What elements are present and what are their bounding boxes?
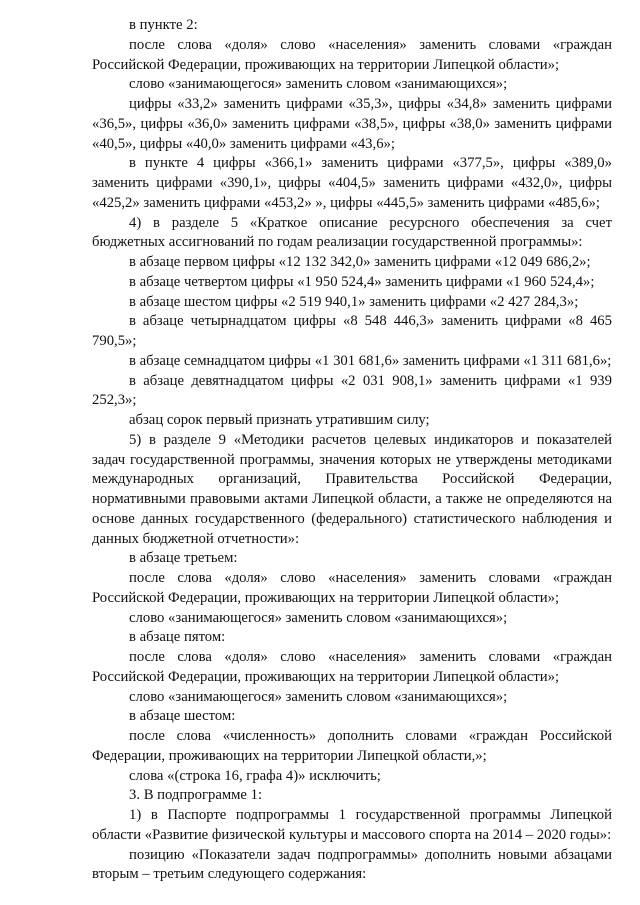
paragraph: в абзаце шестом: — [129, 708, 236, 725]
document-body — [92, 16, 612, 885]
paragraph: в пункте 4 цифры «366,1» заменить цифрами «377,5», цифры «389,0» заменить цифрами «390,1», цифры «404,5» заменить цифрами «432,0», цифры «425,2» заменить цифрами «453,2» », цифры «445,5» заменить цифрами «485,6»; — [92, 155, 612, 211]
paragraph: цифры «33,2» заменить цифрами «35,3», цифры «34,8» заменить цифрами «36,5», цифры «36,0» заменить цифрами «38,5», цифры «38,0» заменить цифрами «40,5», цифры «40,0» заменить цифрами «43,6»; — [92, 96, 612, 152]
paragraph: в абзаце первом цифры «12 132 342,0» заменить цифрами «12 049 686,2»; — [129, 254, 591, 270]
paragraph: 5) в разделе 9 «Методики расчетов целевых индикаторов и показателей задач государственной программы, значения которых не утверждены методиками международных организаций, Правительства Российской Федерации, нормативными правовыми актами Липецкой области, а также не определяются на основе данных государственного (федерального) статистического наблюдения и данных бюджетной отчетности»: — [92, 431, 612, 547]
paragraph: после слова «численность» дополнить словами «граждан Российской Федерации, проживающих на территории Липецкой области,»; — [92, 728, 612, 764]
paragraph: после слова «доля» слово «населения» заменить словами «граждан Российской Федерации, проживающих на территории Липецкой области»; — [92, 649, 612, 685]
paragraph: в абзаце пятом: — [129, 629, 226, 646]
paragraph: слово «занимающегося» заменить словом «занимающихся»; — [129, 609, 508, 626]
paragraph: 3. В подпрограмме 1: — [129, 787, 263, 804]
paragraph: в абзаце четырнадцатом цифры «8 548 446,3» заменить цифрами «8 465 790,5»; — [92, 313, 612, 349]
paragraph: в абзаце девятнадцатом цифры «2 031 908,1» заменить цифрами «1 939 252,3»; — [92, 372, 612, 409]
paragraph: в абзаце шестом цифры «2 519 940,1» заменить цифрами «2 427 284,3»; — [129, 293, 579, 310]
paragraph: в абзаце четвертом цифры «1 950 524,4» заменить цифрами «1 960 524,4»; — [129, 273, 595, 290]
paragraph: после слова «доля» слово «населения» заменить словами «граждан Российской Федерации, проживающих на территории Липецкой области»; — [92, 570, 612, 606]
paragraph: после слова «доля» слово «населения» заменить словами «граждан Российской Федерации, проживающих на территории Липецкой области»; — [92, 36, 612, 73]
paragraph: слова «(строка 16, графа 4)» исключить; — [129, 767, 381, 784]
paragraph: 1) в Паспорте подпрограммы 1 государственной программы Липецкой области «Развитие физической культуры и массового спорта на 2014 – 2020 годы»: — [92, 807, 612, 843]
paragraph: абзац сорок первый признать утратившим силу; — [129, 412, 430, 428]
paragraph: 4) в разделе 5 «Краткое описание ресурсного обеспечения за счет бюджетных ассигнований по годам реализации государственной программы»: — [92, 214, 612, 251]
paragraph: в абзаце третьем: — [129, 550, 238, 567]
paragraph: слово «занимающегося» заменить словом «занимающихся»; — [129, 76, 508, 93]
paragraph: слово «занимающегося» заменить словом «занимающихся»; — [129, 688, 508, 705]
paragraph: в абзаце семнадцатом цифры «1 301 681,6» заменить цифрами «1 311 681,6»; — [129, 352, 612, 369]
paragraph: позицию «Показатели задач подпрограммы» дополнить новыми абзацами вторым – третьим следующего содержания: — [92, 846, 612, 883]
paragraph: в пункте 2: — [129, 17, 198, 33]
